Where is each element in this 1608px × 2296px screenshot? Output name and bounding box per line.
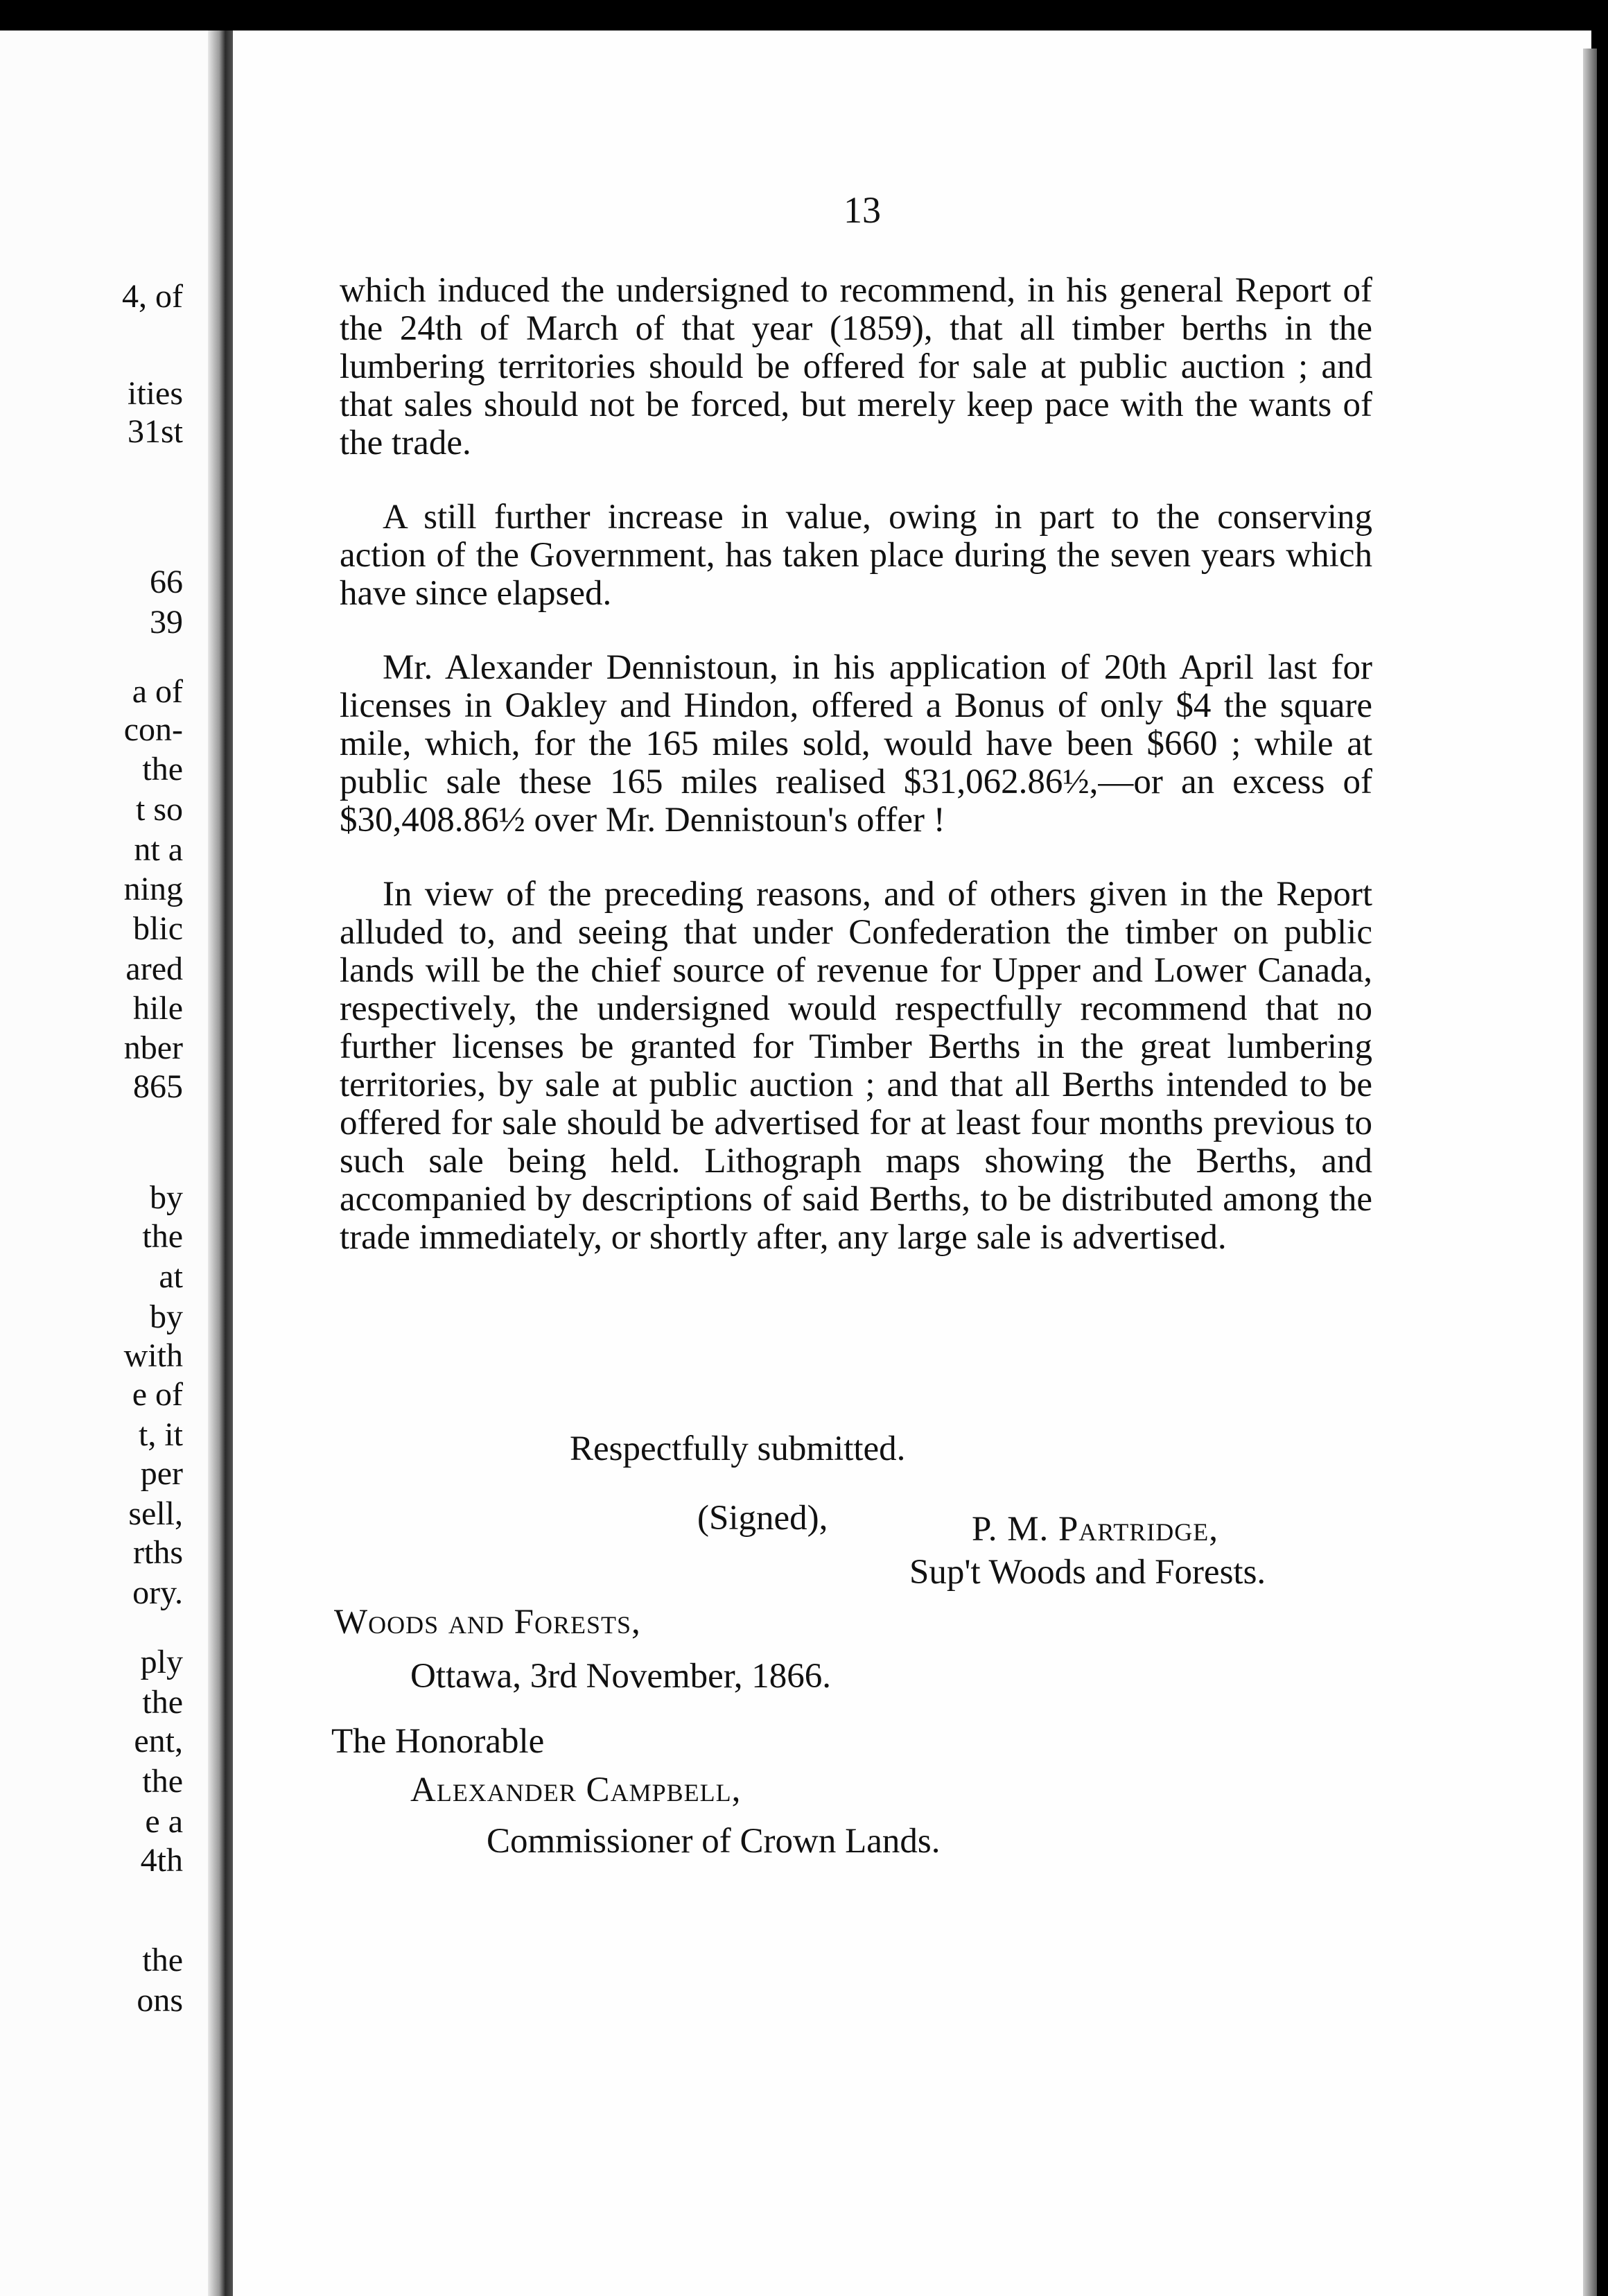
left-page-fragment: 865 — [133, 1068, 183, 1105]
left-page-fragment: t, it — [138, 1416, 183, 1453]
left-page-fragment: ities — [128, 375, 183, 412]
addressee-title: Commissioner of Crown Lands. — [487, 1822, 941, 1861]
left-page-fragment: t so — [135, 791, 183, 828]
addressee-prefix: The Honorable — [331, 1722, 545, 1761]
left-page-fragment: per — [140, 1455, 183, 1492]
signer-name: P. M. Partridge, — [972, 1510, 1218, 1549]
left-page-fragment: nt a — [134, 831, 183, 868]
page-number: 13 — [844, 189, 881, 231]
signed-label: (Signed), — [697, 1499, 828, 1538]
left-page-fragment: the — [142, 751, 183, 788]
left-page-fragment: e a — [145, 1803, 183, 1840]
paragraph: which induced the undersigned to recommend, in his general Report of the 24th of March of that year (1859), that all timber berths in the lumbering territories should be offered for sale at public auction ; and that sales should not be forced, but merely keep pace with the wants of the trade. — [340, 271, 1372, 462]
left-page-fragment: nber — [123, 1029, 183, 1066]
left-page-fragment: con- — [123, 711, 183, 748]
left-page-fragment: 66 — [150, 564, 183, 600]
addressee-name: Alexander Campbell, — [410, 1771, 742, 1809]
left-page-fragment: ory. — [132, 1574, 183, 1611]
left-page-fragment: the — [142, 1942, 183, 1978]
left-page-fragment: ning — [123, 871, 183, 907]
book-gutter — [208, 31, 233, 2296]
place-date: Ottawa, 3rd November, 1866. — [410, 1657, 831, 1696]
left-page-fragment: the — [142, 1684, 183, 1721]
left-page-fragment: 39 — [150, 604, 183, 641]
left-page-fragment: the — [142, 1763, 183, 1800]
paragraph: A still further increase in value, owing in part to the conserving action of the Government, has taken place during the seven years which have since elapsed. — [340, 498, 1372, 613]
page-edge — [1583, 49, 1597, 2296]
left-page-fragment: e of — [132, 1376, 183, 1413]
left-page-fragment: 4th — [140, 1842, 183, 1879]
left-page-fragment: sell, — [128, 1495, 183, 1532]
left-page-fragment: by — [150, 1179, 183, 1216]
paragraph: Mr. Alexander Dennistoun, in his application of 20th April last for licenses in Oakley and Hindon, offered a Bonus of only $4 the square mile, which, for the 165 miles sold, would have been $660 ; while at public sale these 165 miles realised $31,062.86½,—or an excess of $30,408.86½ over Mr. Dennistoun's offer ! — [340, 648, 1372, 840]
left-page-fragment: the — [142, 1218, 183, 1255]
left-page-fragment: ply — [140, 1644, 183, 1680]
left-page-fragment: rths — [133, 1534, 183, 1571]
left-page-fragment: 31st — [127, 413, 183, 450]
signer-title: Sup't Woods and Forests. — [909, 1553, 1266, 1592]
left-page-fragment: at — [159, 1258, 183, 1295]
left-page-fragment: with — [123, 1337, 183, 1374]
left-page-fragment: by — [150, 1298, 183, 1335]
left-page-fragment: ent, — [134, 1723, 183, 1759]
left-facing-page — [0, 31, 208, 2296]
paragraph: In view of the preceding reasons, and of others given in the Report alluded to, and seeing that under Confederation the timber on public lands will be the chief source of revenue for Upper and Lower Canada, respectively, the undersigned would respectfully recommend that no further licenses be granted for Timber Berths in the great lumbering territories, by sale at public auction ; and that all Berths intended to be offered for sale should be advertised for at least four months previous to such sale being held. Lithograph maps showing the Berths, and accompanied by descriptions of said Berths, to be distributed among the trade immediately, or shortly after, any large sale is advertised. — [340, 875, 1372, 1257]
left-page-fragment: a of — [132, 673, 183, 710]
department-name: Woods and Forests, — [334, 1603, 641, 1642]
left-page-fragment: 4, of — [122, 278, 183, 315]
left-page-fragment: hile — [133, 990, 183, 1027]
left-page-fragment: blic — [133, 910, 183, 947]
left-page-fragment: ared — [125, 950, 183, 987]
closing-respectfully: Respectfully submitted. — [570, 1429, 906, 1468]
body-text — [340, 272, 1372, 1293]
left-page-fragment: ons — [137, 1982, 183, 2019]
